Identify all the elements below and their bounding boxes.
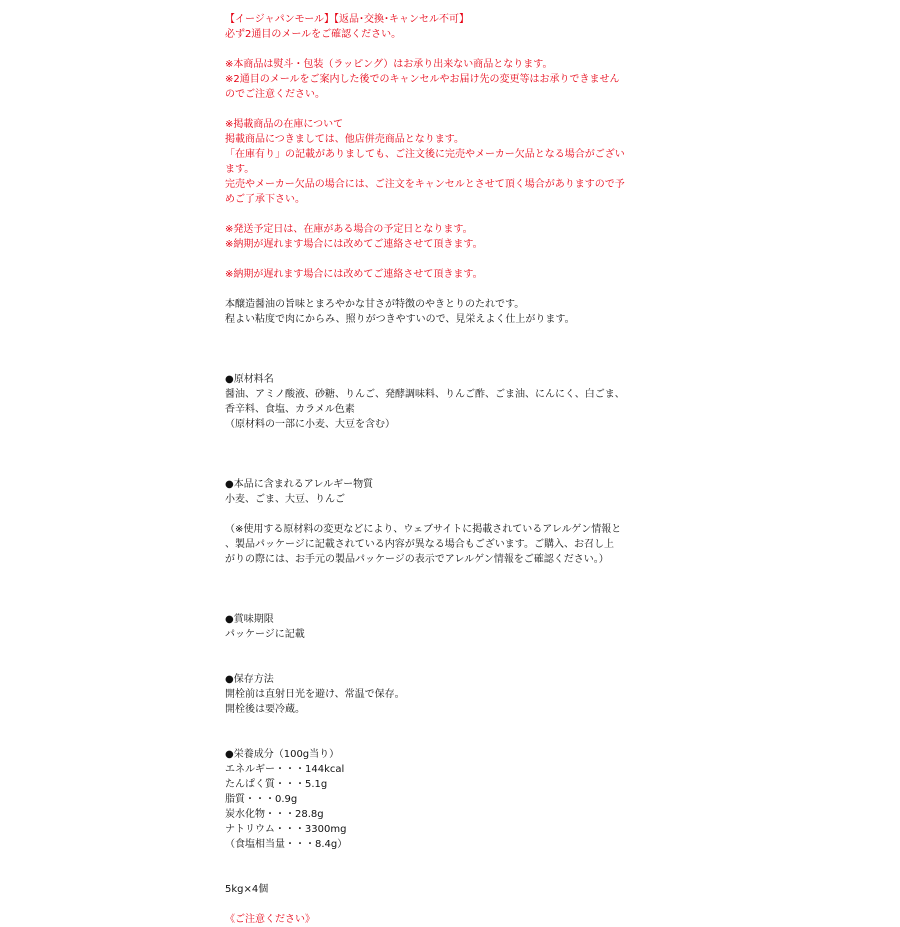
ingredients-section (225, 372, 665, 432)
caution-section (225, 912, 665, 927)
shipping-notice (225, 222, 665, 252)
shop-notice-line: 【イージャパンモール】【返品･交換･キャンセル不可】 (225, 14, 469, 25)
nutrition-line: エネルギー・・・144kcal (225, 764, 345, 775)
notice-line: ※2通目のメールをご案内した後でのキャンセルやお届け先の変更等はお承りできません (225, 74, 620, 85)
product-description-document (225, 12, 665, 927)
notice-line: ※掲載商品の在庫について (225, 119, 344, 130)
notice-line: 掲載商品につきましては、他店併売商品となります。 (225, 134, 464, 145)
section-heading: ●本品に含まれるアレルギー物質 (225, 479, 374, 490)
description-line: 本醸造醤油の旨味とまろやかな甘さが特徴のやきとりのたれです。 (225, 299, 525, 310)
notice-line: 完売やメーカー欠品の場合には、ご注文をキャンセルとさせて頂く場合がありますので予 (225, 179, 625, 190)
disclaimer-line: がりの際には、お手元の製品パッケージの表示でアレルゲン情報をご確認ください。） (225, 554, 609, 565)
package-size: 5kg×4個 (225, 884, 269, 895)
notice-line: ※発送予定日は、在庫がある場合の予定日となります。 (225, 224, 473, 235)
disclaimer-line: 、製品パッケージに記載されている内容が異なる場合もございます。ご購入、お召し上 (225, 539, 614, 550)
allergens-value: 小麦、ごま、大豆、りんご (225, 494, 345, 505)
notice-line: ます。 (225, 164, 255, 175)
storage-line: 開栓前は直射日光を避け、常温で保存。 (225, 689, 405, 700)
nutrition-line: （食塩相当量・・・8.4g） (225, 839, 348, 850)
notice-line: 「在庫有り」の記載がありましても、ご注文後に完売やメーカー欠品となる場合がござい (225, 149, 625, 160)
email-check-notice: 必ず2通目のメールをご確認ください。 (225, 29, 402, 40)
storage-section (225, 672, 665, 717)
notice-header (225, 12, 665, 42)
product-description (225, 297, 665, 327)
package-section (225, 882, 665, 897)
nutrition-line: たんぱく質・・・5.1g (225, 779, 328, 790)
allergen-disclaimer (225, 522, 665, 567)
notice-line: のでご注意ください。 (225, 89, 325, 100)
disclaimer-line: （※使用する原材料の変更などにより、ウェブサイトに掲載されているアレルゲン情報と (225, 524, 622, 535)
section-heading: ●原材料名 (225, 374, 274, 385)
nutrition-line: 炭水化物・・・28.8g (225, 809, 324, 820)
nutrition-line: 脂質・・・0.9g (225, 794, 298, 805)
ingredients-line: （原材料の一部に小麦、大豆を含む） (225, 419, 395, 430)
storage-line: 開栓後は要冷蔵。 (225, 704, 305, 715)
caution-heading: 《ご注意ください》 (225, 914, 315, 925)
nutrition-line: ナトリウム・・・3300mg (225, 824, 347, 835)
notice-line: めご了承下さい。 (225, 194, 305, 205)
section-heading: ●栄養成分（100g当り） (225, 749, 340, 760)
best-before-value: パッケージに記載 (225, 629, 305, 640)
ingredients-line: 香辛料、食塩、カラメル色素 (225, 404, 355, 415)
section-heading: ●保存方法 (225, 674, 274, 685)
stock-notice (225, 117, 665, 207)
nutrition-section (225, 747, 665, 852)
best-before-section (225, 612, 665, 642)
wrapping-notice (225, 57, 665, 102)
section-heading: ●賞味期限 (225, 614, 274, 625)
notice-line: ※納期が遅れます場合には改めてご連絡させて頂きます。 (225, 269, 483, 280)
allergens-section (225, 477, 665, 507)
ingredients-line: 醤油、アミノ酸液、砂糖、りんご、発酵調味料、りんご酢、ごま油、にんにく、白ごま、 (225, 389, 625, 400)
notice-line: ※本商品は熨斗・包装（ラッピング）はお承り出来ない商品となります。 (225, 59, 553, 70)
notice-line: ※納期が遅れます場合には改めてご連絡させて頂きます。 (225, 239, 483, 250)
description-line: 程よい粘度で肉にからみ、照りがつきやすいので、見栄えよく仕上がります。 (225, 314, 575, 325)
delay-notice (225, 267, 665, 282)
